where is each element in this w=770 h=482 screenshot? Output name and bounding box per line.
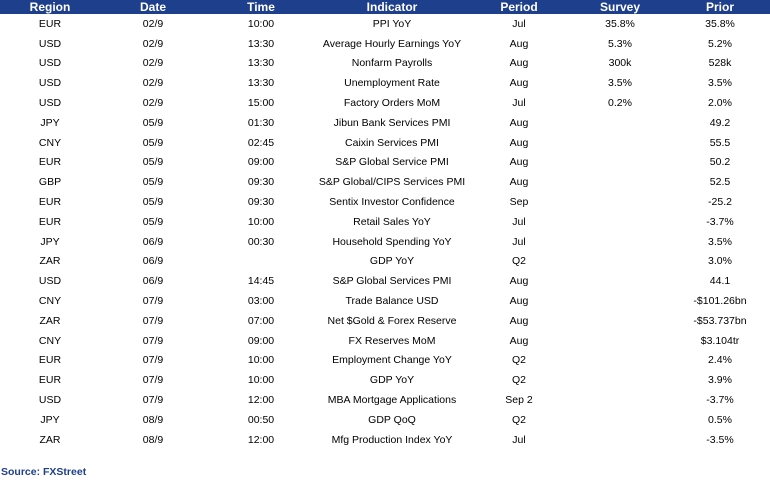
survey-cell bbox=[570, 133, 670, 153]
period-cell: Aug bbox=[509, 57, 529, 70]
period-cell: Aug bbox=[509, 156, 529, 169]
survey-cell bbox=[570, 232, 670, 252]
date-cell: 02/9 bbox=[142, 77, 164, 90]
period-cell: Aug bbox=[509, 116, 529, 129]
period-cell: Jul bbox=[512, 17, 526, 30]
region-cell: JPY bbox=[40, 116, 60, 129]
prior-cell: 44.1 bbox=[709, 275, 731, 288]
region-cell: JPY bbox=[40, 235, 60, 248]
region-cell: CNY bbox=[38, 334, 62, 347]
source-note: Source: FXStreet bbox=[1, 466, 87, 478]
survey-cell bbox=[570, 410, 670, 430]
indicator-cell: S&P Global/CIPS Services PMI bbox=[318, 176, 466, 189]
prior-cell: 2.0% bbox=[708, 97, 732, 110]
column-header-prior: Prior bbox=[705, 0, 734, 14]
survey-cell bbox=[570, 271, 670, 291]
date-cell: 07/9 bbox=[142, 354, 164, 367]
period-cell: Aug bbox=[509, 314, 529, 327]
period-cell: Q2 bbox=[511, 413, 526, 426]
indicator-cell: S&P Global Service PMI bbox=[335, 156, 449, 169]
time-cell: 00:50 bbox=[247, 413, 275, 426]
period-cell: Sep bbox=[509, 196, 529, 209]
survey-cell bbox=[570, 370, 670, 390]
column-header-survey: Survey bbox=[599, 0, 641, 14]
table-row bbox=[0, 252, 770, 272]
prior-cell: 3.9% bbox=[708, 374, 732, 387]
prior-cell: 528k bbox=[708, 57, 732, 70]
prior-cell: -$101.26bn bbox=[693, 295, 747, 308]
header-row bbox=[0, 0, 770, 14]
time-cell: 10:00 bbox=[247, 374, 275, 387]
table-row bbox=[0, 113, 770, 133]
date-cell: 08/9 bbox=[142, 413, 164, 426]
period-cell: Aug bbox=[509, 176, 529, 189]
region-cell: USD bbox=[38, 57, 62, 70]
table-row bbox=[0, 153, 770, 173]
indicator-cell: Mfg Production Index YoY bbox=[331, 433, 453, 446]
survey-cell bbox=[570, 311, 670, 331]
date-cell: 02/9 bbox=[142, 17, 164, 30]
date-cell: 05/9 bbox=[142, 176, 164, 189]
indicator-cell: S&P Global Services PMI bbox=[332, 275, 452, 288]
time-cell: 13:30 bbox=[247, 77, 275, 90]
time-cell: 13:30 bbox=[247, 37, 275, 50]
time-cell: 09:30 bbox=[247, 176, 275, 189]
date-cell: 07/9 bbox=[142, 314, 164, 327]
period-cell: Jul bbox=[512, 215, 526, 228]
time-cell: 15:00 bbox=[247, 97, 275, 110]
region-cell: EUR bbox=[38, 374, 62, 387]
indicator-cell: GDP QoQ bbox=[368, 413, 416, 426]
prior-cell: 5.2% bbox=[708, 37, 732, 50]
region-cell: USD bbox=[38, 97, 62, 110]
table-row bbox=[0, 133, 770, 153]
region-cell: ZAR bbox=[39, 314, 61, 327]
indicator-cell: Retail Sales YoY bbox=[353, 215, 431, 228]
table-row bbox=[0, 410, 770, 430]
date-cell: 07/9 bbox=[142, 394, 164, 407]
period-cell: Jul bbox=[512, 433, 526, 446]
region-cell: USD bbox=[38, 394, 62, 407]
prior-cell: 3.5% bbox=[708, 77, 732, 90]
indicator-cell: Household Spending YoY bbox=[332, 235, 452, 248]
indicator-cell: Nonfarm Payrolls bbox=[351, 57, 433, 70]
table-row bbox=[0, 73, 770, 93]
survey-cell bbox=[570, 252, 670, 272]
indicator-cell: Jibun Bank Services PMI bbox=[333, 116, 451, 129]
column-header-region: Region bbox=[29, 0, 71, 14]
survey-cell bbox=[570, 351, 670, 371]
prior-cell: 50.2 bbox=[709, 156, 731, 169]
prior-cell: $3.104tr bbox=[700, 334, 740, 347]
table-row bbox=[0, 192, 770, 212]
column-header-date: Date bbox=[139, 0, 166, 14]
survey-cell bbox=[570, 113, 670, 133]
indicator-cell: GDP YoY bbox=[369, 255, 415, 268]
survey-cell: 300k bbox=[608, 57, 632, 70]
region-cell: USD bbox=[38, 275, 62, 288]
time-cell: 10:00 bbox=[247, 215, 275, 228]
period-cell: Q2 bbox=[511, 255, 526, 268]
indicator-cell: Sentix Investor Confidence bbox=[329, 196, 455, 209]
prior-cell: 52.5 bbox=[709, 176, 731, 189]
time-cell: 13:30 bbox=[247, 57, 275, 70]
table-row bbox=[0, 34, 770, 54]
region-cell: CNY bbox=[38, 136, 62, 149]
survey-cell bbox=[570, 390, 670, 410]
indicator-cell: Unemployment Rate bbox=[344, 77, 440, 90]
survey-cell: 3.5% bbox=[608, 77, 632, 90]
indicator-cell: Trade Balance USD bbox=[345, 295, 439, 308]
region-cell: EUR bbox=[38, 196, 62, 209]
table-row bbox=[0, 14, 770, 34]
prior-cell: -3.7% bbox=[706, 394, 734, 407]
region-cell: JPY bbox=[40, 413, 60, 426]
period-cell: Aug bbox=[509, 136, 529, 149]
time-cell bbox=[206, 252, 316, 272]
table-row bbox=[0, 370, 770, 390]
survey-cell: 0.2% bbox=[608, 97, 632, 110]
prior-cell: -3.7% bbox=[706, 215, 734, 228]
indicator-cell: PPI YoY bbox=[372, 17, 412, 30]
date-cell: 05/9 bbox=[142, 215, 164, 228]
region-cell: EUR bbox=[38, 354, 62, 367]
date-cell: 07/9 bbox=[142, 374, 164, 387]
time-cell: 10:00 bbox=[247, 17, 275, 30]
table-body bbox=[0, 14, 770, 450]
time-cell: 00:30 bbox=[247, 235, 275, 248]
period-cell: Sep 2 bbox=[505, 394, 533, 407]
column-header-time: Time bbox=[247, 0, 275, 14]
indicator-cell: Net $Gold & Forex Reserve bbox=[327, 314, 457, 327]
time-cell: 01:30 bbox=[247, 116, 275, 129]
date-cell: 05/9 bbox=[142, 136, 164, 149]
period-cell: Aug bbox=[509, 77, 529, 90]
table-row bbox=[0, 54, 770, 74]
column-header-indicator: Indicator bbox=[366, 0, 418, 14]
date-cell: 02/9 bbox=[142, 57, 164, 70]
period-cell: Aug bbox=[509, 295, 529, 308]
survey-cell bbox=[570, 212, 670, 232]
date-cell: 07/9 bbox=[142, 295, 164, 308]
prior-cell: 3.5% bbox=[708, 235, 732, 248]
region-cell: EUR bbox=[38, 215, 62, 228]
date-cell: 02/9 bbox=[142, 37, 164, 50]
survey-cell bbox=[570, 430, 670, 450]
date-cell: 07/9 bbox=[142, 334, 164, 347]
region-cell: ZAR bbox=[39, 255, 61, 268]
table-header bbox=[0, 0, 770, 14]
period-cell: Aug bbox=[509, 275, 529, 288]
time-cell: 09:00 bbox=[247, 156, 275, 169]
table-row bbox=[0, 93, 770, 113]
date-cell: 05/9 bbox=[142, 116, 164, 129]
indicator-cell: Average Hourly Earnings YoY bbox=[322, 37, 462, 50]
indicator-cell: MBA Mortgage Applications bbox=[327, 394, 457, 407]
date-cell: 02/9 bbox=[142, 97, 164, 110]
prior-cell: -25.2 bbox=[708, 196, 732, 209]
indicator-cell: GDP YoY bbox=[369, 374, 415, 387]
region-cell: USD bbox=[38, 77, 62, 90]
survey-cell bbox=[570, 192, 670, 212]
survey-cell: 35.8% bbox=[605, 17, 635, 30]
region-cell: USD bbox=[38, 37, 62, 50]
time-cell: 10:00 bbox=[247, 354, 275, 367]
prior-cell: 35.8% bbox=[705, 17, 735, 30]
prior-cell: -3.5% bbox=[706, 433, 734, 446]
time-cell: 09:00 bbox=[247, 334, 275, 347]
table-row bbox=[0, 172, 770, 192]
table-row bbox=[0, 331, 770, 351]
period-cell: Jul bbox=[512, 97, 526, 110]
table-row bbox=[0, 212, 770, 232]
survey-cell bbox=[570, 153, 670, 173]
period-cell: Aug bbox=[509, 37, 529, 50]
date-cell: 08/9 bbox=[142, 433, 164, 446]
prior-cell: 3.0% bbox=[708, 255, 732, 268]
table-row bbox=[0, 390, 770, 410]
table-row bbox=[0, 351, 770, 371]
prior-cell: -$53.737bn bbox=[693, 314, 747, 327]
indicator-cell: FX Reserves MoM bbox=[348, 334, 436, 347]
survey-cell bbox=[570, 331, 670, 351]
time-cell: 07:00 bbox=[247, 314, 275, 327]
region-cell: ZAR bbox=[39, 433, 61, 446]
survey-cell: 5.3% bbox=[608, 37, 632, 50]
period-cell: Q2 bbox=[511, 374, 526, 387]
time-cell: 12:00 bbox=[247, 433, 275, 446]
period-cell: Aug bbox=[509, 334, 529, 347]
table-row bbox=[0, 430, 770, 450]
time-cell: 03:00 bbox=[247, 295, 275, 308]
indicator-cell: Caixin Services PMI bbox=[345, 136, 439, 149]
time-cell: 02:45 bbox=[247, 136, 275, 149]
prior-cell: 0.5% bbox=[708, 413, 732, 426]
table-row bbox=[0, 271, 770, 291]
region-cell: EUR bbox=[38, 156, 62, 169]
region-cell: GBP bbox=[38, 176, 62, 189]
region-cell: CNY bbox=[38, 295, 62, 308]
column-header-period: Period bbox=[500, 0, 538, 14]
table-row bbox=[0, 311, 770, 331]
date-cell: 05/9 bbox=[142, 156, 164, 169]
survey-cell bbox=[570, 172, 670, 192]
date-cell: 05/9 bbox=[142, 196, 164, 209]
survey-cell bbox=[570, 291, 670, 311]
period-cell: Jul bbox=[512, 235, 526, 248]
date-cell: 06/9 bbox=[142, 235, 164, 248]
time-cell: 12:00 bbox=[247, 394, 275, 407]
time-cell: 09:30 bbox=[247, 196, 275, 209]
date-cell: 06/9 bbox=[142, 255, 164, 268]
indicator-cell: Employment Change YoY bbox=[332, 354, 452, 367]
prior-cell: 2.4% bbox=[708, 354, 732, 367]
prior-cell: 49.2 bbox=[709, 116, 731, 129]
time-cell: 14:45 bbox=[247, 275, 275, 288]
table-row bbox=[0, 232, 770, 252]
date-cell: 06/9 bbox=[142, 275, 164, 288]
region-cell: EUR bbox=[38, 17, 62, 30]
table-row bbox=[0, 291, 770, 311]
indicator-cell: Factory Orders MoM bbox=[343, 97, 441, 110]
period-cell: Q2 bbox=[511, 354, 526, 367]
prior-cell: 55.5 bbox=[709, 136, 731, 149]
